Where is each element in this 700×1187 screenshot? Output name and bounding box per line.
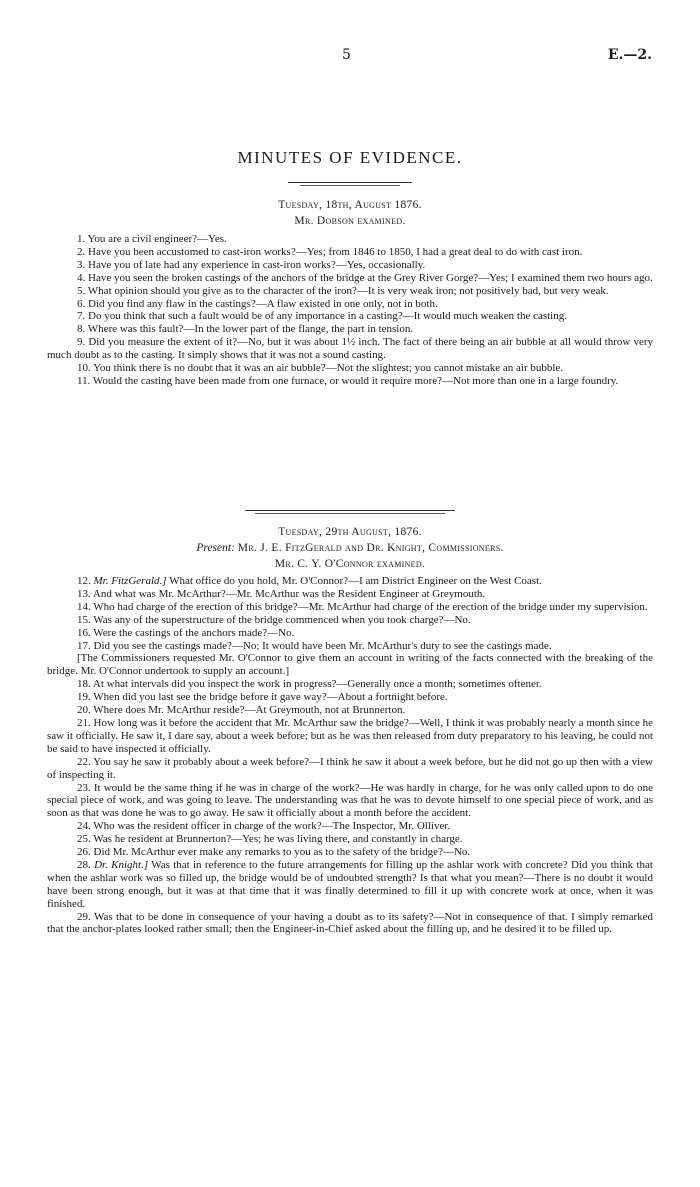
paragraph-text: What office do you hold, Mr. O'Connor?—I am District Engineer on the West Coast. [169,575,542,587]
paragraph: 5. What opinion should you give as to the character of the iron?—It is very weak iron; not positively bad, but very weak. [77,284,609,297]
paragraph: 21. How long was it before the accident that Mr. McArthur saw the bridge?—Well, I think it was probably nearly a month since he saw it officially. He saw it, I dare say, about a week before; but as he was then released from duty preparatory to his leaving, he could not be said to have inspected it officially. [47,716,653,755]
paragraph: 10. You think there is no doubt that it was an air bubble?—Not the slightest; you cannot mistake an air bubble. [77,362,564,375]
section-rule-inner [255,513,445,514]
paragraph: 9. Did you measure the extent of it?—No, but it was about 1½ inch. The fact of there being an air bubble at all would throw very much doubt as to the casting. It simply shows that it was not a sound casting. [47,336,653,362]
paragraph: 20. Where does Mr. McArthur reside?—At Greymouth, not at Brunnerton. [77,704,406,717]
paragraph: 6. Did you find any flaw in the castings?—A flaw existed in one only, not in both. [77,297,438,310]
session2-examined: Mr. C. Y. O'Connor examined. [274,558,426,570]
paragraph: 11. Would the casting have been made from one furnace, or would it require more?—Not more than one in a large foundry. [77,374,619,387]
paragraph: 1. You are a civil engineer?—Yes. [77,233,227,245]
speaker-label: Mr. FitzGerald.] [93,575,167,587]
title-rule-inner [300,185,400,186]
page-title: MINUTES OF EVIDENCE. [237,148,463,167]
session2-present [0,542,700,554]
session1-date: Tuesday, 18th, August 1876. [278,199,422,211]
session1-body [47,233,653,388]
paragraph: 22. You say he saw it probably about a week before?—I think he saw it about a week before, but he did not go up then with a view of inspecting it. [47,755,653,781]
section-rule [245,510,455,511]
document-reference: E.—2. [607,47,652,63]
paragraph: 16. Were the castings of the anchors made?—No. [77,626,295,639]
paragraph: 23. It would be the same thing if he was in charge of the work?—He was hardly in charge, for he was only called upon to do one special piece of work, and was going to leave. The understanding was that he was to devote himself to one special piece of work, and as soon as that was done he was to go away. He saw it officially about a month before the accident. [47,781,653,820]
paragraph: 3. Have you of late had any experience in cast-iron works?—Yes, occasionally. [77,258,426,271]
paragraph: 29. Was that to be done in consequence of your having a doubt as to its safety?—Not in consequence of that. I simply remarked that the anchor-plates looked rather small; then the Engineer-in-Chief asked about the filling up, and he desired it to be filled up. [47,910,653,936]
paragraph: 25. Was he resident at Brunnerton?—Yes; he was living there, and constantly in charge. [77,833,463,846]
paragraph: 13. And what was Mr. McArthur?—Mr. McArthur was the Resident Engineer at Greymouth. [77,587,486,600]
paragraph: 7. Do you think that such a fault would be of any importance in a casting?—It would much weaken the casting. [77,310,567,323]
paragraph: 19. When did you last see the bridge before it gave way?—About a fortnight before. [77,691,448,704]
paragraph: 8. Where was this fault?—In the lower part of the flange, the part in tension. [77,323,414,336]
session2-body [47,575,653,936]
page-number: 5 [342,47,351,63]
paragraph: 18. At what intervals did you inspect the work in progress?—Generally once a month; sometimes oftener. [77,678,542,691]
paragraph: 4. Have you seen the broken castings of the anchors of the bridge at the Grey River Gorge?—Yes; I examined them two hours ago. [77,271,653,284]
present-label: Present: [196,542,235,554]
paragraph: 14. Who had charge of the erection of this bridge?—Mr. McArthur had charge of the erection of the bridge under my supervision. [77,600,648,613]
paragraph: 15. Was any of the superstructure of the bridge commenced when you took charge?—No. [77,613,471,626]
paragraph: 28. Dr. Knight.] Was that in reference to the future arrangements for filling up the ashlar work with concrete? Did you think that when the ashlar work was so filled up, the bridge would be of undoubted strength? Is that what you mean?—There is no doubt it would have been strong enough, but it was at that time that it was finally determined to fill it up with concrete work at once, when it was finished. [47,858,653,910]
session2-date: Tuesday, 29th August, 1876. [278,526,422,538]
paragraph: 24. Who was the resident officer in charge of the work?—The Inspector, Mr. Olliver. [77,820,451,833]
paragraph: 2. Have you been accustomed to cast-iron works?—Yes; from 1846 to 1850, I had a great deal to do with cast iron. [77,245,583,258]
paragraph: 17. Did you see the castings made?—No; It would have been Mr. McArthur's duty to see the castings made. [77,639,552,652]
speaker-label: Dr. Knight.] [94,858,149,871]
title-rule [288,182,412,183]
paragraph: 12. Mr. FitzGerald.] What office do you hold, Mr. O'Connor?—I am District Engineer on the West Coast. [77,575,542,587]
paragraph: 26. Did Mr. McArthur ever make any remarks to you as to the safety of the bridge?—No. [77,846,471,859]
paragraph-text: Was that in reference to the future arrangements for filling up the ashlar work with concrete? Did you think that when the ashlar work was so filled up, the bridge would be of undoubted strength? Is that what you mean?—There is no doubt it would have been strong enough, but it was at that time that it was finally determined to fill it up with concrete work at once, when it was finished. [47,858,653,910]
present-names: Mr. J. E. FitzGerald and Dr. Knight, Commissioners. [237,542,504,554]
paragraph: [The Commissioners requested Mr. O'Connor to give them an account in writing of the facts connected with the breaking of the bridge. Mr. O'Connor undertook to supply an account.] [47,652,653,678]
session1-examined: Mr. Dobson examined. [294,215,406,227]
